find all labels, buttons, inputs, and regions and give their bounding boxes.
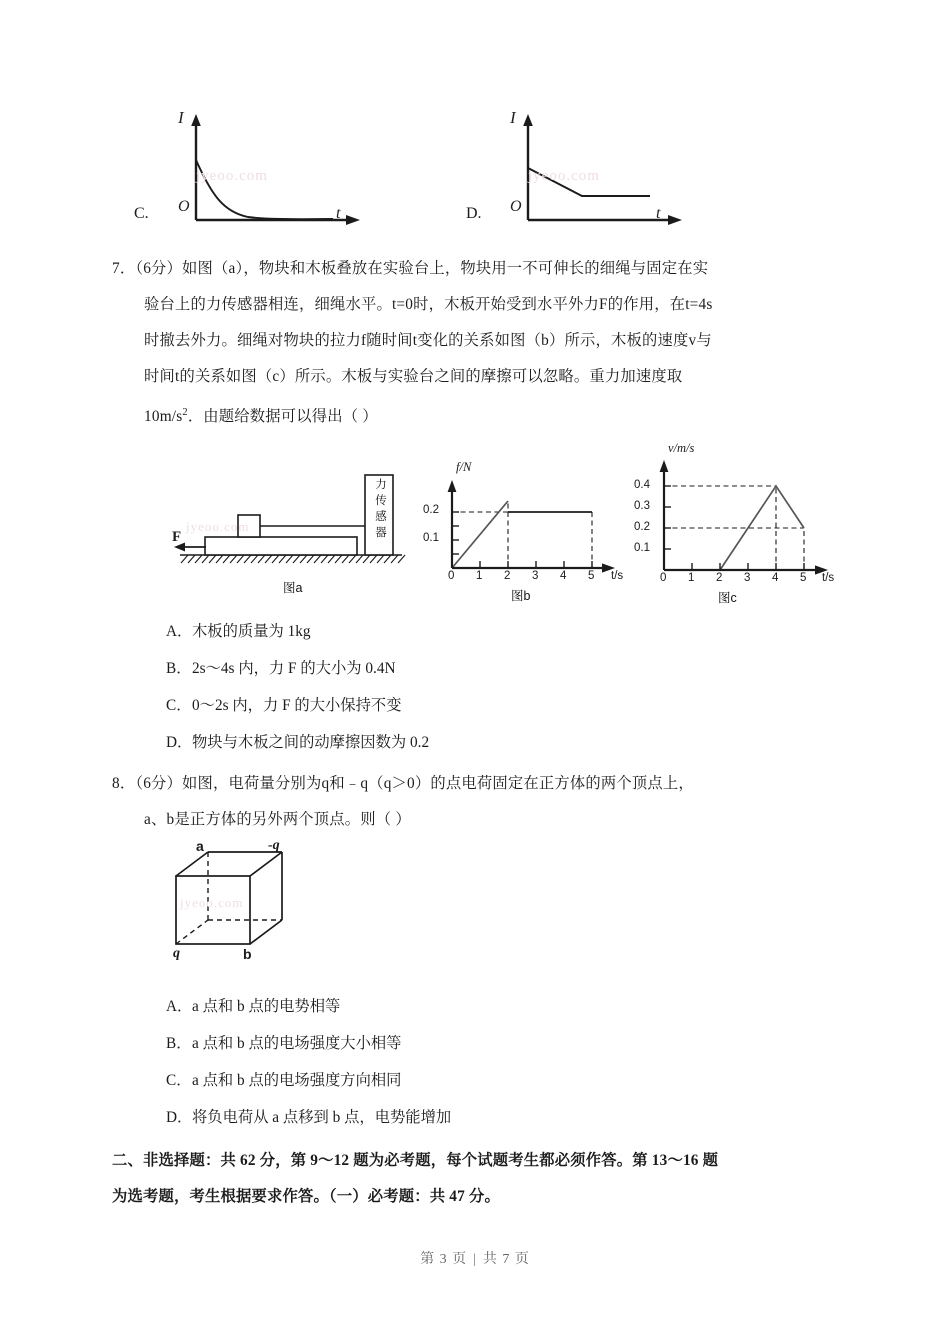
figure-c-xtick-0: 0	[660, 572, 667, 584]
figure-c-ytick-0.4: 0.4	[634, 479, 650, 491]
cube-vertex-label-a: a	[196, 838, 204, 854]
figure-cube	[172, 846, 302, 950]
figure-c-xtick-1: 1	[688, 572, 695, 584]
figure-b-y-axis-label: f/N	[456, 460, 472, 474]
option-label: C．	[166, 1072, 192, 1089]
figure-b-x-axis-label: t/s	[611, 570, 624, 582]
figure-b-xtick-1: 1	[476, 570, 483, 582]
figure-c-chart	[650, 450, 840, 582]
choice-c-label[interactable]: C.	[134, 205, 149, 222]
cube-vertex-label-negative-q: -q	[268, 838, 280, 853]
figure-b-caption: 图b	[511, 589, 531, 603]
sensor-char-4: 器	[375, 527, 387, 539]
option-text: a 点和 b 点的电势相等	[192, 998, 341, 1015]
sensor-char-1: 力	[375, 479, 387, 491]
option-text: 2s～4s 内，力 F 的大小为 0.4N	[192, 660, 396, 677]
choice-d-y-axis-label: I	[510, 108, 516, 127]
choice-c-x-axis-label: t	[336, 205, 341, 222]
figure-b-ytick-0.1: 0.1	[423, 532, 439, 544]
figure-c-xtick-5: 5	[800, 572, 807, 584]
option-label: D．	[166, 734, 193, 751]
option-text: 木板的质量为 1kg	[192, 623, 311, 640]
figure-a-force-label: F	[172, 529, 182, 545]
figure-b-chart	[440, 468, 625, 580]
question8-option-c[interactable]	[166, 1070, 401, 1092]
footer-page-current: 第 3 页	[420, 1252, 468, 1267]
choice-c-y-axis-label: I	[178, 108, 184, 127]
footer-page-total: 共 7 页	[482, 1252, 530, 1267]
footer-separator: |	[473, 1252, 477, 1267]
question7-unit-prefix: 10m/s	[144, 408, 183, 426]
figure-c-xtick-2: 2	[716, 572, 723, 584]
figure-b-xtick-2: 2	[504, 570, 511, 582]
watermark: jyeoo.com	[180, 895, 244, 910]
figure-c-xtick-4: 4	[772, 572, 779, 584]
figure-c-caption: 图c	[718, 591, 737, 605]
question8-line-2: a、b是正方体的另外两个顶点。则（ ）	[144, 811, 411, 828]
section2-line-1: 二、非选择题：共 62 分，第 9～12 题为必考题，每个试题考生都必须作答。第 13～16 题	[112, 1152, 719, 1169]
question7-line-1: 7．（6分）如图（a），物块和木板叠放在实验台上，物块用一不可伸长的细绳与固定在实	[112, 260, 709, 277]
option-label: B．	[166, 660, 192, 677]
figure-b-ytick-0.2: 0.2	[423, 504, 439, 516]
choice-d-x-axis-label: t	[656, 205, 661, 222]
question7-option-b[interactable]	[166, 658, 396, 680]
page-footer	[0, 1248, 950, 1268]
figure-c-ytick-0.1: 0.1	[634, 542, 650, 554]
question7-option-d[interactable]	[166, 732, 429, 754]
watermark: jyeoo.com	[186, 519, 250, 534]
watermark: jyeoo.com	[528, 168, 600, 184]
question7-line-5	[144, 395, 874, 435]
question8-option-d[interactable]	[166, 1107, 451, 1129]
question7-line-2: 验台上的力传感器相连，细绳水平。t=0时，木板开始受到水平外力F的作用，在t=4s	[144, 296, 713, 313]
question7-option-a[interactable]	[166, 621, 311, 643]
question7-option-c[interactable]	[166, 695, 402, 717]
watermark: jyeoo.com	[196, 168, 268, 184]
option-text: a 点和 b 点的电场强度大小相等	[192, 1035, 402, 1052]
choice-d-origin-label: O	[510, 198, 522, 215]
section2-line-2: 为选考题，考生根据要求作答。（一）必考题：共 47 分。	[112, 1188, 501, 1205]
figure-a-caption: 图a	[283, 581, 303, 595]
question8-line-1: 8．（6分）如图，电荷量分别为q和﹣q（q＞0）的点电荷固定在正方体的两个顶点上，	[112, 775, 694, 792]
question7-line-3: 时撤去外力。细绳对物块的拉力f随时间t变化的关系如图（b）所示，木板的速度v与	[144, 332, 712, 349]
question8-option-a[interactable]	[166, 996, 340, 1018]
figure-choice-d	[500, 108, 700, 223]
cube-vertex-label-b: b	[243, 946, 252, 962]
question7-line-4: 时间t的关系如图（c）所示。木板与实验台之间的摩擦可以忽略。重力加速度取	[144, 368, 683, 385]
figure-a-sensor-label	[370, 477, 392, 541]
figure-c-y-axis-label: v/m/s	[668, 441, 695, 455]
figure-c-ytick-0.3: 0.3	[634, 500, 650, 512]
option-text: 0～2s 内，力 F 的大小保持不变	[192, 697, 402, 714]
question7-line-5-suffix: ．由题给数据可以得出（ ）	[187, 408, 378, 426]
option-label: B．	[166, 1035, 192, 1052]
figure-b-xtick-5: 5	[588, 570, 595, 582]
option-label: C．	[166, 697, 192, 714]
choice-d-label[interactable]: D.	[466, 205, 482, 222]
figure-c-xtick-3: 3	[744, 572, 751, 584]
figure-b-xtick-0: 0	[448, 570, 455, 582]
figure-b-xtick-3: 3	[532, 570, 539, 582]
option-text: 物块与木板之间的动摩擦因数为 0.2	[192, 734, 430, 751]
sensor-char-3: 感	[375, 511, 387, 523]
option-label: D．	[166, 1109, 193, 1126]
figure-b-xtick-4: 4	[560, 570, 567, 582]
sensor-char-2: 传	[375, 495, 387, 507]
figure-c-ytick-0.2: 0.2	[634, 521, 650, 533]
figure-c-x-axis-label: t/s	[822, 572, 835, 584]
question8-option-b[interactable]	[166, 1033, 401, 1055]
choice-c-origin-label: O	[178, 198, 190, 215]
option-label: A．	[166, 998, 193, 1015]
option-text: 将负电荷从 a 点移到 b 点，电势能增加	[192, 1109, 452, 1126]
option-text: a 点和 b 点的电场强度方向相同	[192, 1072, 402, 1089]
cube-vertex-label-q: q	[173, 946, 180, 961]
question7-unit-exponent: 2	[182, 407, 188, 418]
option-label: A．	[166, 623, 193, 640]
